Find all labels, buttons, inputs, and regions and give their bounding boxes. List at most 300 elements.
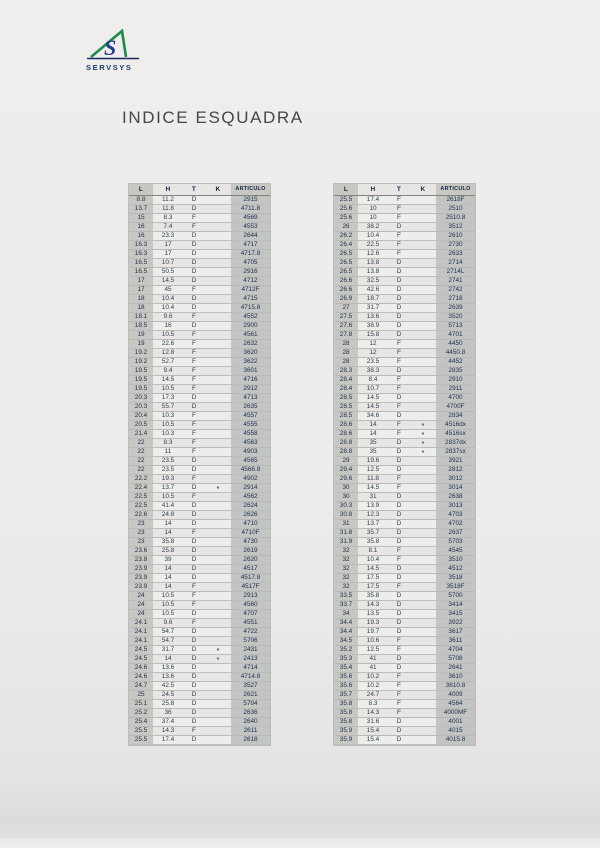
cell-articulo: 4716 <box>231 376 270 384</box>
cell-t: F <box>192 376 196 383</box>
cell-t: D <box>191 241 197 248</box>
cell-h: 10.7 <box>161 259 175 266</box>
cell-l: 23 <box>129 538 153 546</box>
cell-articulo: 4551 <box>231 619 270 627</box>
table-row <box>334 493 475 502</box>
cell-l: 25.1 <box>129 700 153 708</box>
cell-k <box>205 682 231 690</box>
cell-k <box>205 718 231 726</box>
table-row <box>129 655 270 664</box>
cell-k: * <box>421 430 425 438</box>
cell-k <box>205 574 231 582</box>
cell-t: F <box>192 385 196 392</box>
table-row <box>334 727 475 736</box>
cell-l: 22 <box>129 448 153 456</box>
table-row <box>129 457 270 466</box>
table-row <box>129 322 270 331</box>
cell-articulo: 4555 <box>231 421 270 429</box>
cell-h: 10.3 <box>161 412 175 419</box>
cell-k <box>205 673 231 681</box>
cell-articulo: 5703 <box>436 538 475 546</box>
table-row <box>129 736 270 745</box>
table-row <box>129 214 270 223</box>
cell-t: F <box>397 673 401 680</box>
table-row <box>129 646 270 655</box>
cell-k <box>205 637 231 645</box>
cell-k <box>205 313 231 321</box>
cell-h: 8.3 <box>163 214 173 221</box>
cell-k <box>205 403 231 411</box>
cell-t: F <box>192 601 196 608</box>
table-row <box>129 592 270 601</box>
table-row <box>129 277 270 286</box>
cell-articulo: 2718 <box>436 295 475 303</box>
col-header-k: K <box>215 186 221 193</box>
cell-k <box>205 736 231 744</box>
cell-l: 31.9 <box>334 538 358 546</box>
cell-articulo: 2915 <box>231 196 270 204</box>
cell-l: 25.6 <box>334 205 358 213</box>
cell-t: D <box>191 664 197 671</box>
cell-h: 8.4 <box>368 376 378 383</box>
table-row <box>334 286 475 295</box>
cell-articulo: 2621 <box>231 691 270 699</box>
cell-articulo: 4710 <box>231 520 270 528</box>
cell-t: D <box>396 223 402 230</box>
cell-k <box>205 430 231 438</box>
cell-articulo: 2639 <box>436 304 475 312</box>
table-row <box>334 250 475 259</box>
cell-t: D <box>396 592 402 599</box>
cell-h: 50.5 <box>161 268 175 275</box>
cell-k <box>410 466 436 474</box>
cell-t: D <box>191 205 197 212</box>
cell-k <box>410 592 436 600</box>
col-header-t: T <box>191 186 197 193</box>
cell-k <box>205 232 231 240</box>
cell-h: 10.5 <box>161 610 175 617</box>
cell-h: 41.4 <box>161 502 175 509</box>
cell-articulo: 2742 <box>436 286 475 294</box>
cell-h: 10.5 <box>161 421 175 428</box>
table-row <box>129 232 270 241</box>
cell-k <box>205 268 231 276</box>
table-row <box>129 367 270 376</box>
cell-h: 39 <box>164 556 172 563</box>
cell-t: F <box>397 376 401 383</box>
table-row <box>129 493 270 502</box>
cell-h: 35.8 <box>366 592 380 599</box>
cell-t: F <box>397 385 401 392</box>
table-row <box>334 556 475 565</box>
cell-articulo: 4704 <box>436 646 475 654</box>
cell-t: F <box>192 592 196 599</box>
cell-l: 28.8 <box>334 448 358 456</box>
cell-t: D <box>396 520 402 527</box>
cell-t: D <box>191 538 197 545</box>
cell-l: 28 <box>334 358 358 366</box>
cell-l: 24.5 <box>129 655 153 663</box>
cell-h: 12.5 <box>366 466 380 473</box>
cell-h: 10 <box>369 214 377 221</box>
table-row <box>334 340 475 349</box>
cell-k <box>205 475 231 483</box>
table-row <box>334 358 475 367</box>
cell-k <box>410 619 436 627</box>
cell-h: 14 <box>369 421 377 428</box>
cell-t: D <box>396 502 402 509</box>
cell-t: D <box>191 628 197 635</box>
cell-h: 16 <box>164 322 172 329</box>
cell-h: 10.6 <box>366 637 380 644</box>
cell-t: D <box>396 664 402 671</box>
cell-articulo: 3622 <box>231 358 270 366</box>
table-row <box>129 727 270 736</box>
table-row <box>129 295 270 304</box>
cell-articulo: 4700F <box>436 403 475 411</box>
table-row <box>334 376 475 385</box>
table-row <box>129 637 270 646</box>
table-row <box>334 322 475 331</box>
cell-h: 55.7 <box>161 403 175 410</box>
cell-h: 31.7 <box>366 304 380 311</box>
cell-t: F <box>397 646 401 653</box>
cell-k <box>410 475 436 483</box>
cell-h: 13.8 <box>366 268 380 275</box>
cell-k <box>410 691 436 699</box>
cell-t: D <box>191 646 197 653</box>
cell-t: D <box>396 295 402 302</box>
cell-articulo: 3922 <box>436 619 475 627</box>
cell-k <box>205 376 231 384</box>
cell-articulo: 2618 <box>231 736 270 744</box>
cell-t: F <box>192 727 196 734</box>
table-row <box>129 421 270 430</box>
cell-k <box>410 637 436 645</box>
cell-articulo: 2911 <box>436 385 475 393</box>
cell-k <box>410 655 436 663</box>
cell-l: 8.8 <box>129 196 153 204</box>
cell-h: 10.3 <box>161 430 175 437</box>
cell-h: 14.3 <box>161 727 175 734</box>
cell-h: 38.9 <box>366 322 380 329</box>
cell-k <box>205 385 231 393</box>
cell-articulo: 2741 <box>436 277 475 285</box>
cell-l: 18.1 <box>129 313 153 321</box>
cell-k <box>410 493 436 501</box>
cell-l: 26.5 <box>334 268 358 276</box>
table-row <box>129 682 270 691</box>
cell-articulo: 2510.8 <box>436 214 475 222</box>
table-row <box>129 205 270 214</box>
table-row <box>129 313 270 322</box>
cell-k <box>205 250 231 258</box>
cell-k <box>410 205 436 213</box>
cell-k <box>410 232 436 240</box>
cell-h: 23.3 <box>161 232 175 239</box>
cell-k <box>205 277 231 285</box>
cell-l: 17 <box>129 277 153 285</box>
table-row <box>129 628 270 637</box>
cell-t: D <box>396 457 402 464</box>
cell-t: F <box>397 358 401 365</box>
cell-t: F <box>192 223 196 230</box>
cell-l: 28 <box>334 349 358 357</box>
cell-t: D <box>396 718 402 725</box>
cell-l: 30 <box>334 493 358 501</box>
cell-k <box>205 448 231 456</box>
cell-h: 45 <box>164 286 172 293</box>
cell-l: 35.9 <box>334 727 358 735</box>
cell-articulo: 4517F <box>231 583 270 591</box>
cell-h: 11.8 <box>367 475 379 482</box>
table-row <box>334 394 475 403</box>
cell-l: 23.9 <box>129 565 153 573</box>
table-row <box>334 529 475 538</box>
cell-l: 19 <box>129 340 153 348</box>
cell-t: F <box>192 331 196 338</box>
cell-l: 28.5 <box>334 394 358 402</box>
table-row <box>129 358 270 367</box>
cell-l: 25 <box>129 691 153 699</box>
cell-k <box>410 313 436 321</box>
cell-l: 34 <box>334 610 358 618</box>
table-row <box>129 520 270 529</box>
table-row <box>129 268 270 277</box>
cell-l: 28.5 <box>334 403 358 411</box>
cell-l: 16.3 <box>129 241 153 249</box>
cell-articulo: 4561 <box>231 331 270 339</box>
table-row <box>129 349 270 358</box>
cell-t: D <box>396 304 402 311</box>
cell-k <box>205 349 231 357</box>
cell-k <box>410 556 436 564</box>
servsys-logo-icon <box>84 28 142 62</box>
cell-t: F <box>397 205 401 212</box>
table-header-row <box>334 184 475 196</box>
cell-articulo: 3014 <box>436 484 475 492</box>
table-row <box>129 475 270 484</box>
cell-l: 32 <box>334 583 358 591</box>
col-header-articulo: ARTICULO <box>436 184 475 195</box>
cell-t: F <box>397 250 401 257</box>
cell-h: 14 <box>164 529 172 536</box>
cell-l: 15 <box>129 214 153 222</box>
cell-h: 8.3 <box>368 700 378 707</box>
cell-articulo: 3512 <box>436 223 475 231</box>
cell-l: 31 <box>334 520 358 528</box>
cell-articulo: 4711.8 <box>231 205 270 213</box>
cell-h: 37.4 <box>161 718 175 725</box>
cell-t: F <box>192 430 196 437</box>
table-row <box>334 673 475 682</box>
cell-t: D <box>396 736 402 743</box>
cell-t: D <box>191 304 197 311</box>
col-header-h: H <box>165 186 171 193</box>
cell-k <box>205 520 231 528</box>
cell-k <box>410 664 436 672</box>
cell-t: D <box>191 259 197 266</box>
cell-l: 35.7 <box>334 691 358 699</box>
table-row <box>334 736 475 745</box>
cell-k <box>205 727 231 735</box>
cell-t: D <box>191 700 197 707</box>
cell-l: 26.9 <box>334 295 358 303</box>
cell-k <box>205 565 231 573</box>
cell-k <box>205 547 231 555</box>
cell-l: 27 <box>334 304 358 312</box>
table-row <box>129 709 270 718</box>
cell-h: 14.5 <box>366 403 380 410</box>
cell-h: 31.6 <box>366 718 380 725</box>
table-row <box>129 718 270 727</box>
cell-h: 10.2 <box>366 673 380 680</box>
cell-l: 19.5 <box>129 385 153 393</box>
cell-t: D <box>396 529 402 536</box>
cell-k <box>205 664 231 672</box>
cell-h: 15.8 <box>366 331 380 338</box>
table-row <box>334 502 475 511</box>
cell-l: 28.6 <box>334 430 358 438</box>
cell-t: D <box>396 511 402 518</box>
cell-l: 23.8 <box>129 556 153 564</box>
cell-h: 54.7 <box>161 628 175 635</box>
table-row <box>129 259 270 268</box>
cell-articulo: 2912 <box>231 385 270 393</box>
cell-t: F <box>397 403 401 410</box>
cell-l: 35.9 <box>334 736 358 744</box>
table-row <box>129 574 270 583</box>
cell-k <box>205 196 231 204</box>
cell-k <box>410 529 436 537</box>
cell-articulo: 3610.8 <box>436 682 475 690</box>
cell-articulo: 2837sx <box>436 448 475 456</box>
table-body <box>334 196 475 745</box>
cell-k <box>205 214 231 222</box>
cell-h: 17 <box>164 250 172 257</box>
cell-l: 26.5 <box>334 259 358 267</box>
cell-h: 23.5 <box>366 358 380 365</box>
cell-k: * <box>421 421 425 429</box>
table-row <box>334 592 475 601</box>
cell-h: 34.6 <box>366 412 380 419</box>
cell-t: D <box>396 448 402 455</box>
cell-h: 18.7 <box>366 295 380 302</box>
cell-l: 35.6 <box>334 682 358 690</box>
cell-k <box>410 538 436 546</box>
cell-articulo: 4564 <box>436 700 475 708</box>
cell-k <box>410 340 436 348</box>
cell-articulo: 2812 <box>436 466 475 474</box>
table-row <box>334 700 475 709</box>
cell-k <box>205 592 231 600</box>
cell-k <box>205 241 231 249</box>
cell-t: F <box>192 286 196 293</box>
cell-articulo: 2619 <box>231 547 270 555</box>
cell-l: 23.6 <box>129 547 153 555</box>
cell-k <box>410 646 436 654</box>
cell-l: 28 <box>334 340 358 348</box>
table-row <box>129 556 270 565</box>
table-row <box>129 664 270 673</box>
cell-articulo: 4717 <box>231 241 270 249</box>
cell-k <box>205 538 231 546</box>
cell-h: 10.4 <box>366 556 380 563</box>
table-row <box>334 295 475 304</box>
cell-l: 32 <box>334 565 358 573</box>
cell-h: 17 <box>164 241 172 248</box>
cell-k <box>410 457 436 465</box>
cell-articulo: 2636 <box>231 709 270 717</box>
cell-h: 14 <box>164 574 172 581</box>
cell-t: D <box>191 502 197 509</box>
table-row <box>334 349 475 358</box>
cell-l: 35.4 <box>334 664 358 672</box>
cell-articulo: 4558 <box>231 430 270 438</box>
cell-l: 30.3 <box>334 502 358 510</box>
cell-t: F <box>192 313 196 320</box>
cell-l: 32 <box>334 574 358 582</box>
cell-k: * <box>216 484 220 492</box>
cell-t: F <box>397 241 401 248</box>
table-row <box>334 538 475 547</box>
cell-k <box>410 196 436 204</box>
cell-h: 24.5 <box>161 691 175 698</box>
cell-h: 13.6 <box>161 664 175 671</box>
cell-t: D <box>191 394 197 401</box>
cell-articulo: 3518 <box>436 574 475 582</box>
cell-h: 11.8 <box>162 205 174 212</box>
cell-articulo: 2624 <box>231 502 270 510</box>
cell-l: 25.5 <box>129 736 153 744</box>
cell-l: 22.2 <box>129 475 153 483</box>
cell-articulo: 4717.8 <box>231 250 270 258</box>
cell-k: * <box>421 448 425 456</box>
cell-k <box>205 412 231 420</box>
table-row <box>334 277 475 286</box>
cell-t: F <box>192 583 196 590</box>
cell-k <box>205 205 231 213</box>
cell-k <box>205 439 231 447</box>
cell-h: 14.5 <box>161 277 175 284</box>
table-row <box>334 313 475 322</box>
cell-t: D <box>396 619 402 626</box>
cell-articulo: 2413 <box>231 655 270 663</box>
cell-t: F <box>192 529 196 536</box>
cell-h: 10.7 <box>366 385 380 392</box>
cell-l: 22 <box>129 457 153 465</box>
cell-h: 36 <box>164 709 172 716</box>
cell-h: 38.3 <box>366 367 380 374</box>
table-row <box>334 628 475 637</box>
table-row <box>334 421 475 430</box>
cell-articulo: 2644 <box>231 232 270 240</box>
table-row <box>129 547 270 556</box>
cell-articulo: 3527 <box>231 682 270 690</box>
cell-k <box>410 295 436 303</box>
cell-l: 27.8 <box>334 331 358 339</box>
cell-h: 14.3 <box>366 709 380 716</box>
cell-articulo: 2834 <box>436 412 475 420</box>
cell-l: 13.7 <box>129 205 153 213</box>
cell-h: 14 <box>164 655 172 662</box>
cell-h: 13.8 <box>366 259 380 266</box>
cell-h: 17.4 <box>366 196 380 203</box>
cell-t: D <box>191 457 197 464</box>
cell-h: 23.5 <box>161 466 175 473</box>
cell-l: 35.3 <box>334 655 358 663</box>
cell-articulo: 4450.8 <box>436 349 475 357</box>
